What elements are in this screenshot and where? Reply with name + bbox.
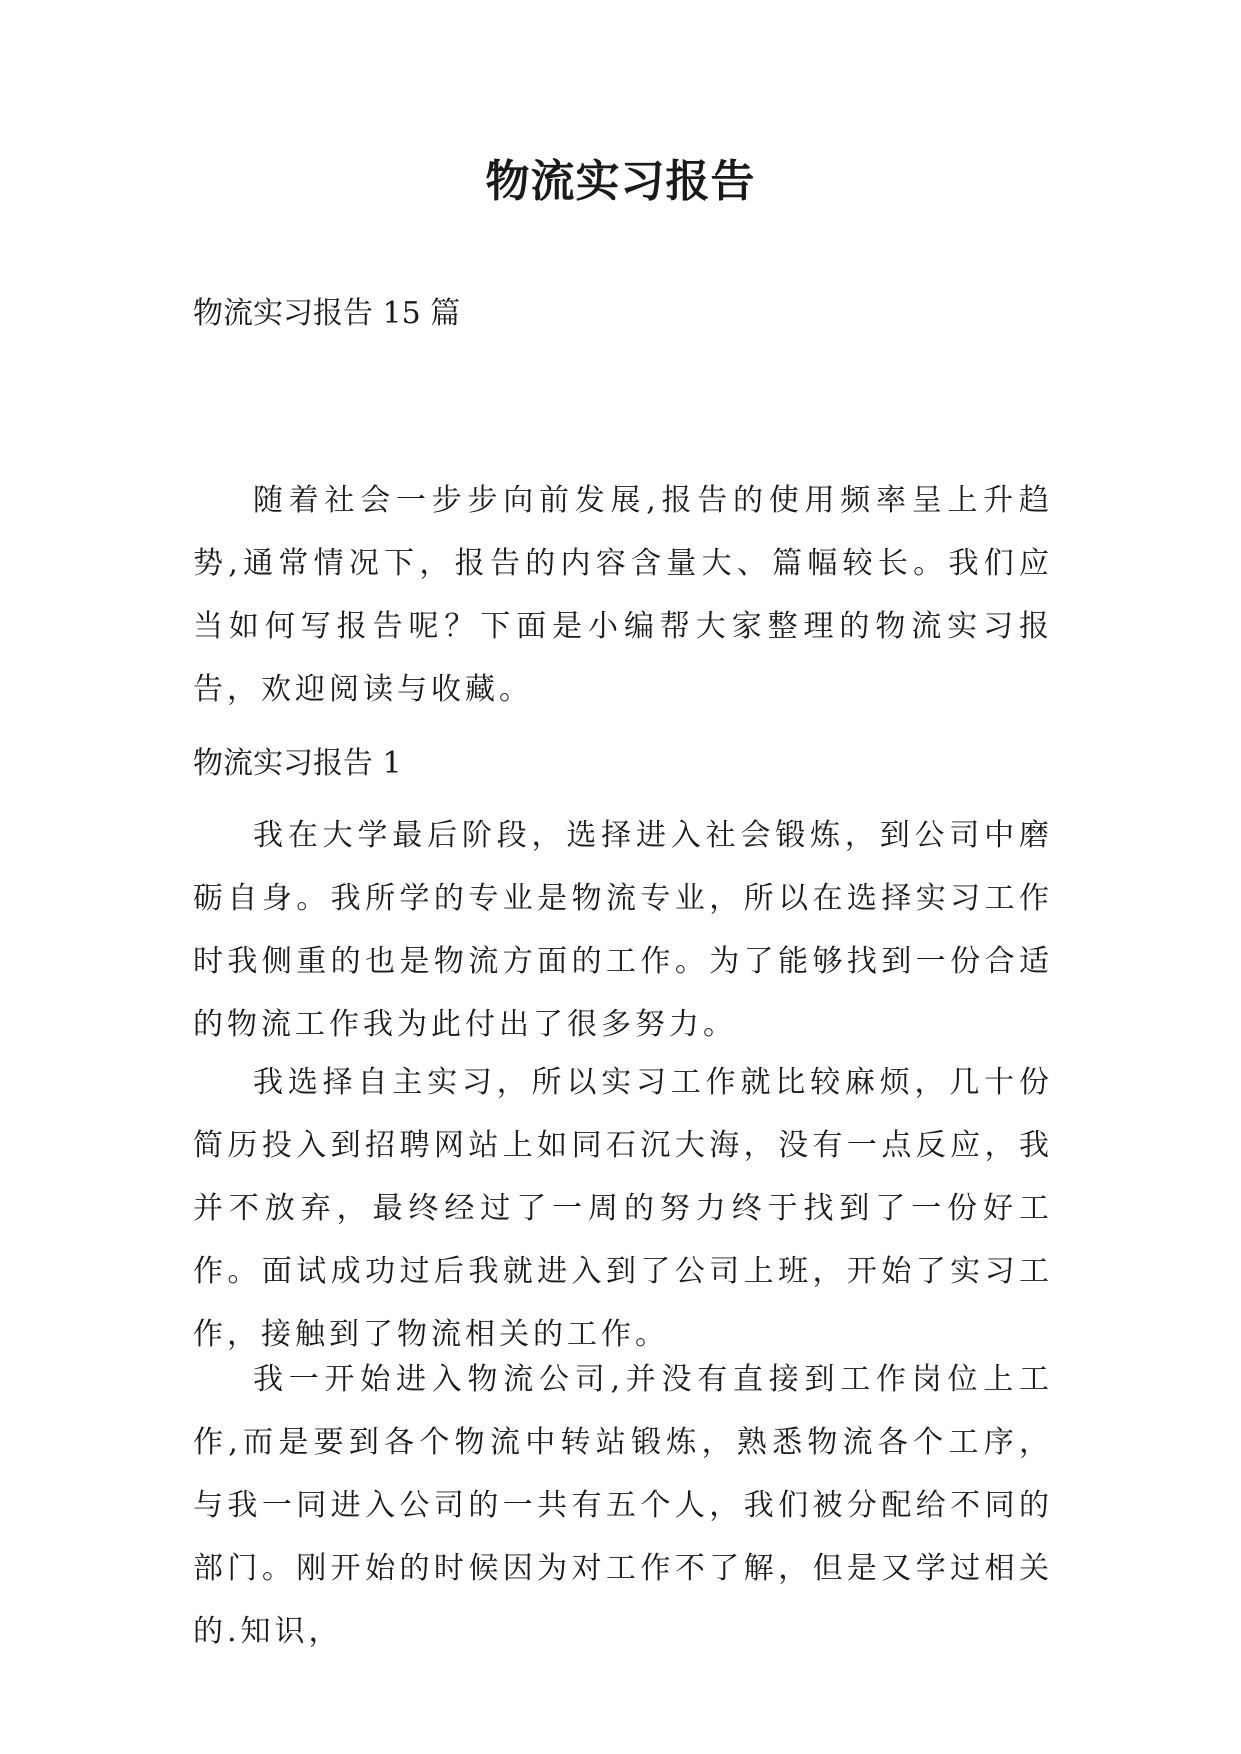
document-title: 物流实习报告 — [485, 156, 756, 207]
body-paragraph: 我选择自主实习，所以实习工作就比较麻烦，几十份简历投入到招聘网站上如同石沉大海，没有一点反应，我并不放弃，最终经过了一周的努力终于找到了一份好工作。面试成功过后我就进入到了公司上班，开始了实习工作，接触到了物流相关的工作。 — [193, 1065, 1053, 1352]
body-paragraph: 我一开始进入物流公司,并没有直接到工作岗位上工作,而是要到各个物流中转站锻炼，熟悉物流各个工序，与我一同进入公司的一共有五个人，我们被分配给不同的部门。刚开始的时候因为对工作不了解，但是又学过相关的.知识， — [193, 1362, 1053, 1649]
section-heading: 物流实习报告 1 — [193, 746, 402, 781]
intro-paragraph: 随着社会一步步向前发展,报告的使用频率呈上升趋势,通常情况下，报告的内容含量大、篇幅较长。我们应当如何写报告呢？下面是小编帮大家整理的物流实习报告，欢迎阅读与收藏。 — [193, 483, 1053, 707]
document-subtitle: 物流实习报告 15 篇 — [193, 296, 461, 331]
body-paragraph: 我在大学最后阶段，选择进入社会锻炼，到公司中磨砺自身。我所学的专业是物流专业，所以在选择实习工作时我侧重的也是物流方面的工作。为了能够找到一份合适的物流工作我为此付出了很多努力。 — [193, 818, 1053, 1042]
